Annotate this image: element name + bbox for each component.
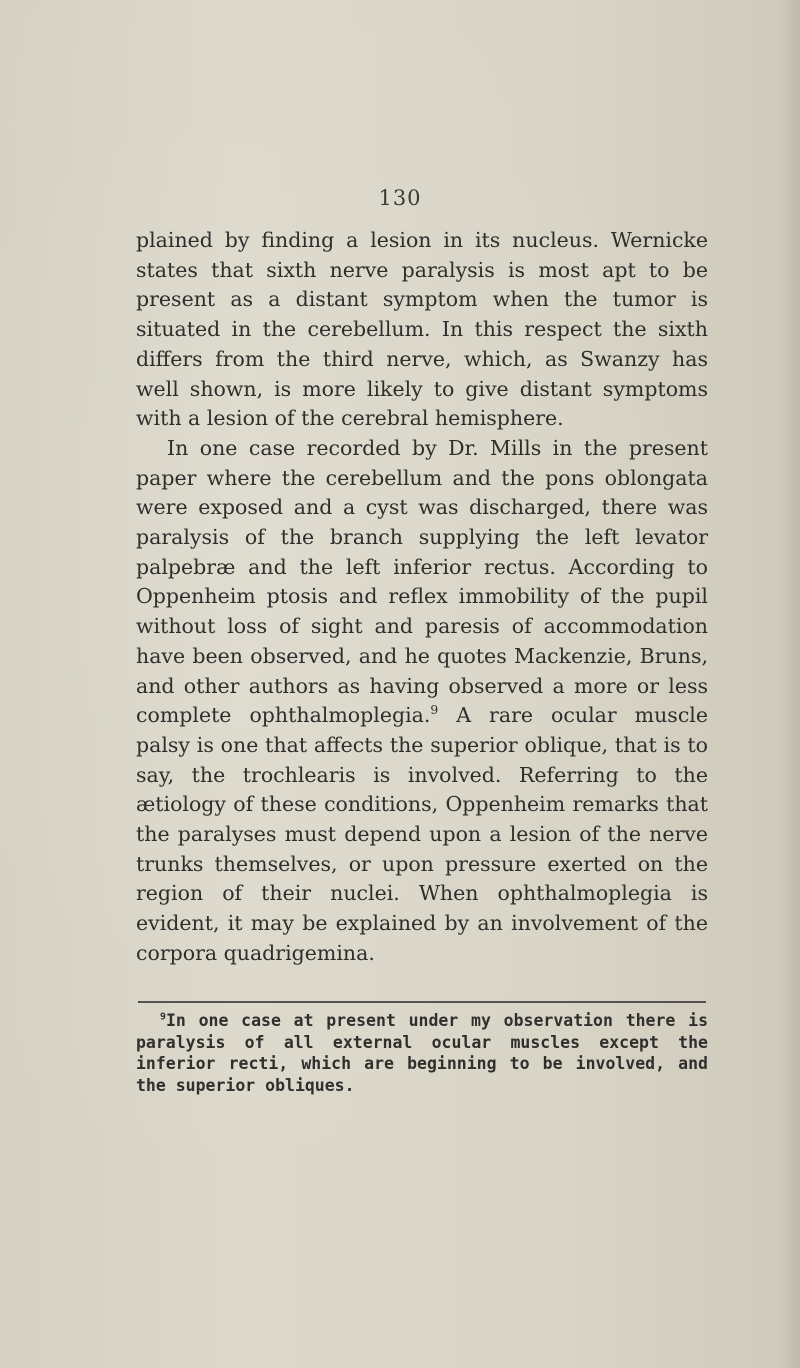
paragraph-trochlearis-text: A rare ocular muscle palsy is one that affects the superior oblique, that is to say, the trochlearis is involved. Referring to the ætiology of these conditions, Oppenheim remarks that the paralyses must depend upon a lesion of the nerve trunks themselves, or upon pressure exerted on the region of their nuclei. When ophthalmoplegia is evident, it may be explained by an involvement of the corpora quadrigemina. bbox=[136, 703, 708, 965]
paragraph-mills-case bbox=[136, 434, 708, 969]
paragraph-mills-text: In one case recorded by Dr. Mills in the present paper where the cerebellum and the pons oblongata were exposed and a cyst was discharged, there was paralysis of the branch supplying the left levator palpebræ and the left inferior rectus. According to Oppenheim ptosis and reflex immobility of the pupil without loss of sight and paresis of accommodation have been observed, and he quotes Mackenzie, Bruns, and other authors as having observed a more or less complete ophthalmoplegia. bbox=[136, 435, 708, 728]
paragraph-continued: plained by finding a lesion in its nucleus. Wernicke states that sixth nerve paralysis is most apt to be present as a distant symptom when the tumor is situated in the cerebellum. In this respect the sixth differs from the third nerve, which, as Swanzy has well shown, is more likely to give distant symptoms with a lesion of the cerebral hemisphere. bbox=[136, 228, 708, 431]
footnote-reference: 9 bbox=[430, 703, 439, 718]
footnote-marker: 9 bbox=[160, 1011, 166, 1023]
page-number: 130 bbox=[378, 186, 422, 210]
body-text bbox=[136, 226, 708, 969]
footnote-text: In one case at present under my observation there is paralysis of all external ocular muscles except the inferior recti, which are beginning to be involved, and the superior obliques. bbox=[136, 1011, 708, 1095]
footnote-divider bbox=[138, 1001, 706, 1003]
footnote bbox=[136, 1010, 708, 1096]
